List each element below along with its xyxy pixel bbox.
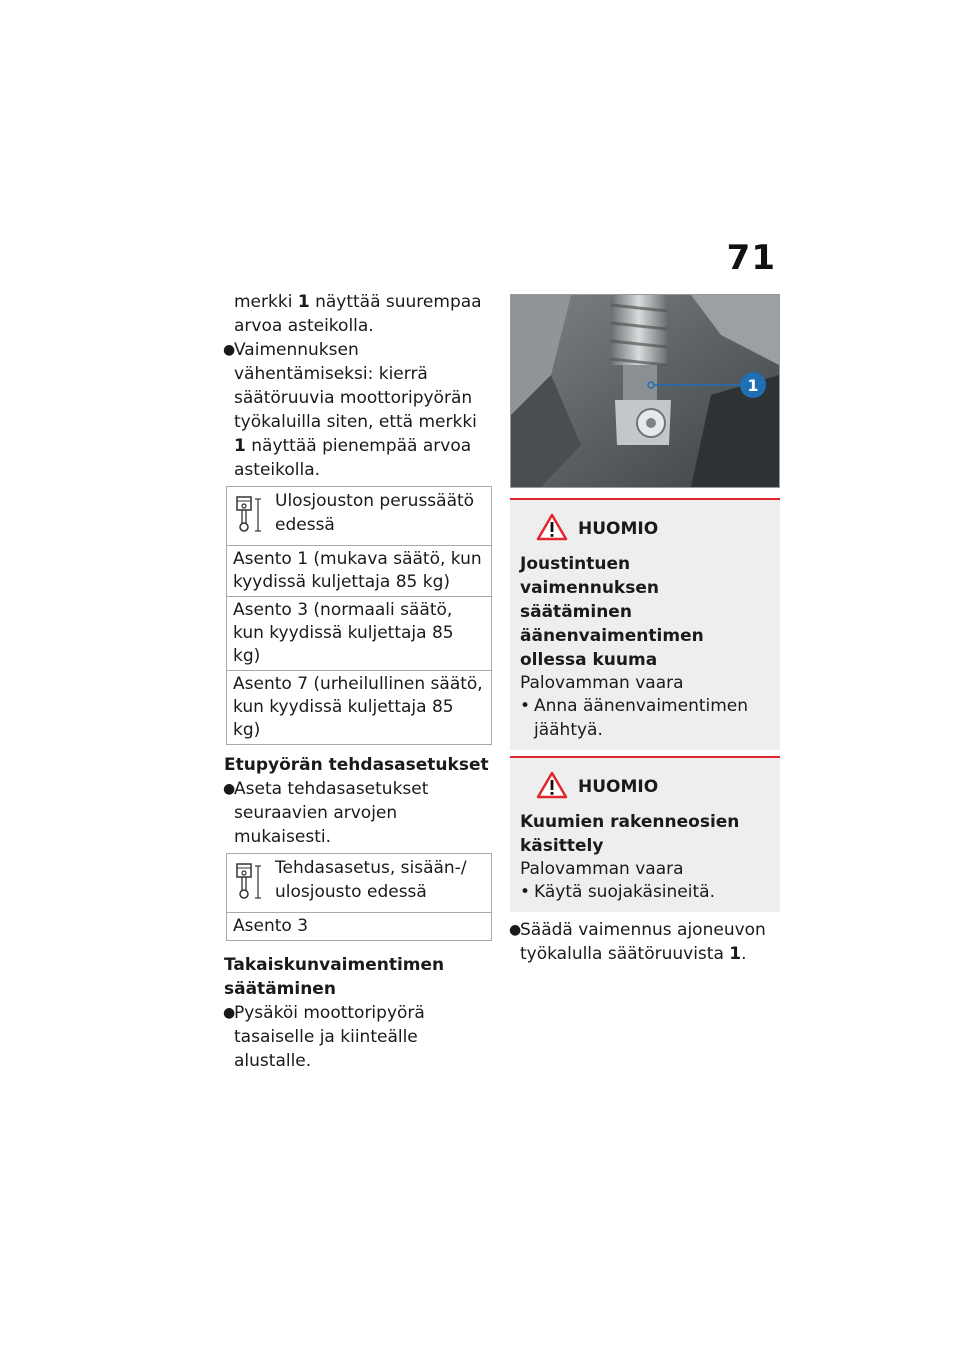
bullet-set-factory: ● Aseta tehdasasetukset seuraavien arvojen mukaisesti.: [223, 779, 429, 847]
right-column: [510, 294, 780, 966]
rebound-basic-setting-table: [226, 486, 492, 745]
bullet-park: ● Pysäköi moottoripyörä tasaiselle ja kiinteälle alustalle.: [223, 1003, 425, 1071]
bullet-dot: ●: [509, 922, 522, 938]
table-row: Asento 1 (mukava säätö, kun kyydissä kuljettaja 85 kg): [227, 546, 491, 597]
suspension-adjust-icon: [227, 856, 271, 908]
notice-header: [536, 514, 770, 544]
notice-text: Palovamman vaara: [520, 673, 684, 693]
notice-bullet: • Anna äänenvaimentimen jäähtyä.: [520, 696, 749, 740]
table-title: Tehdasasetus, sisään-/ ulosjousto edessä: [275, 858, 467, 902]
warning-triangle-icon: [536, 771, 568, 803]
table-row: Asento 7 (urheilullinen säätö, kun kyydissä kuljettaja 85 kg): [233, 674, 483, 740]
page-number: 71: [726, 238, 776, 278]
shock-absorber-photo: [510, 294, 780, 488]
table-row: Asento 3 (normaali säätö, kun kyydissä kuljettaja 85 kg): [227, 597, 491, 671]
notice-heading: Kuumien rakenneosien käsittely: [520, 812, 740, 856]
notice-box-hot-muffler: [510, 498, 780, 750]
table-row: Asento 3: [233, 916, 309, 936]
table-header: [227, 854, 491, 913]
table-title: Ulosjouston perussäätö edessä: [275, 491, 475, 535]
notice-heading: Joustintuen vaimennuksen säätäminen äänenvaimentimen ollessa kuuma: [520, 554, 704, 670]
notice-header: [536, 772, 770, 802]
suspension-adjust-icon: [227, 489, 271, 541]
notice-box-hot-parts: [510, 756, 780, 912]
notice-text: Palovamman vaara: [520, 859, 684, 879]
callout-number: 1: [747, 376, 759, 395]
section-heading-rear-damper: Takaiskunvaimentimen säätäminen: [224, 955, 445, 999]
intro-text: merkki 1 näyttää suurempaa arvoa asteikolla.: [234, 292, 482, 336]
factory-setting-table: [226, 853, 492, 941]
bullet-reduce-damping: ● Vaimennuksen vähentämiseksi: kierrä säätöruuvia moottoripyörän työkaluilla siten, että merkki 1 näyttää pienempää arvoa asteikolla.: [223, 340, 477, 480]
notice-label: HUOMIO: [578, 777, 659, 797]
bullet-dot: ●: [223, 342, 236, 358]
table-header: [227, 487, 491, 546]
notice-bullet: • Käytä suojakäsineitä.: [520, 882, 715, 902]
section-heading-factory-settings: Etupyörän tehdasasetukset: [224, 755, 489, 775]
notice-label: HUOMIO: [578, 519, 659, 539]
bullet-dot: ●: [223, 1005, 236, 1021]
bullet-dot: ●: [223, 781, 236, 797]
bullet-adjust-damping: ● Säädä vaimennus ajoneuvon työkalulla säätöruuvista 1.: [509, 920, 766, 964]
left-column: [224, 290, 492, 1073]
warning-triangle-icon: [536, 513, 568, 545]
